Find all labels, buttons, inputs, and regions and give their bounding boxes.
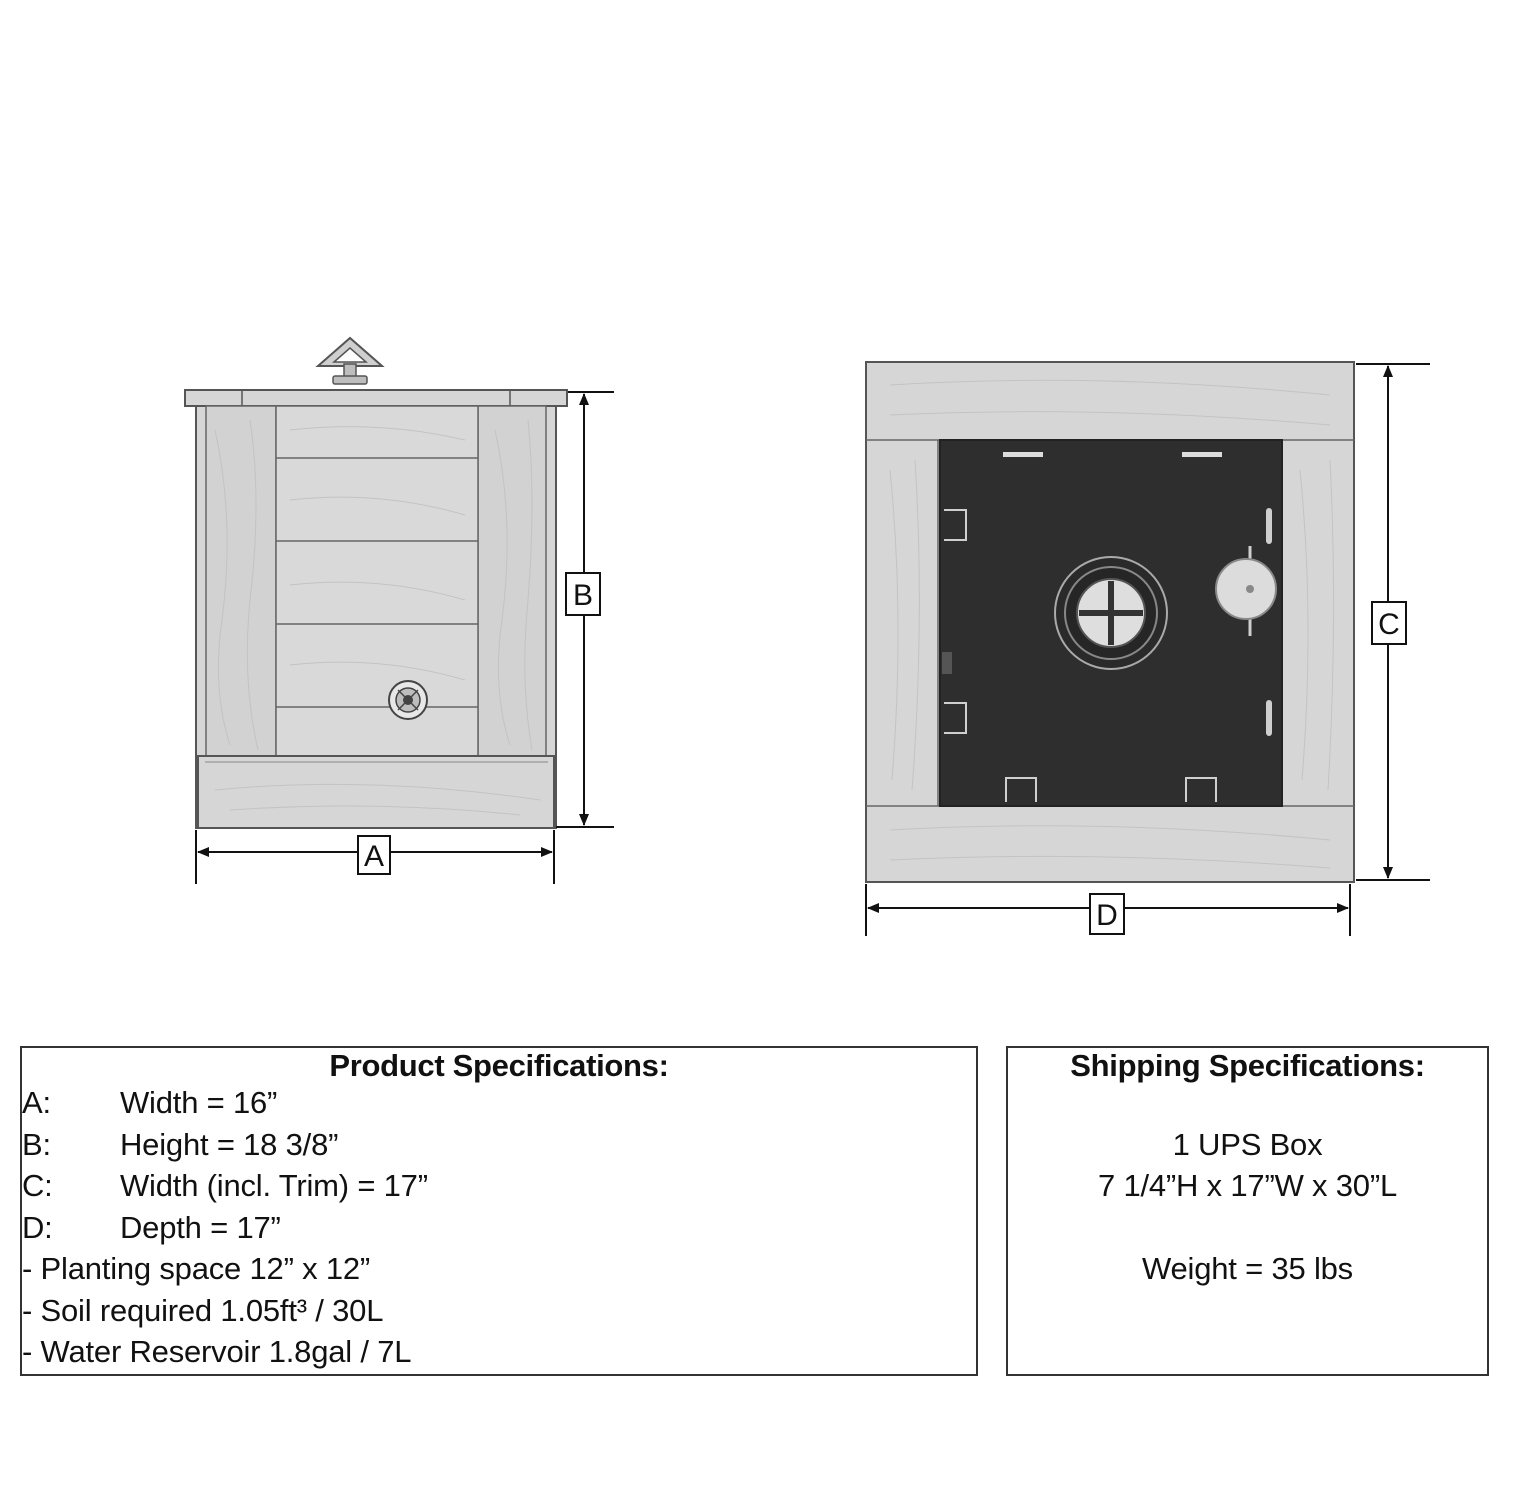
spec-row-b	[22, 1124, 976, 1166]
dimension-a-label: A	[363, 840, 385, 873]
spec-value: Depth = 17”	[120, 1209, 281, 1245]
spacer	[1008, 1082, 1487, 1124]
shipping-weight: Weight = 35 lbs	[1142, 1251, 1353, 1286]
spec-note-planting-space: - Planting space 12” x 12”	[22, 1251, 371, 1286]
product-specifications-title: Product Specifications:	[329, 1048, 669, 1083]
dimension-b	[556, 392, 614, 827]
spec-note-water-reservoir: - Water Reservoir 1.8gal / 7L	[22, 1334, 412, 1369]
wicking-basket-icon	[1055, 557, 1167, 669]
spec-value: Width (incl. Trim) = 17”	[120, 1168, 428, 1203]
spec-value: Height = 18 3/8”	[120, 1126, 339, 1162]
top-view	[866, 362, 1354, 882]
dimension-a	[196, 830, 554, 884]
front-base-board	[198, 756, 554, 828]
shipping-box-count: 1 UPS Box	[1172, 1126, 1323, 1162]
shipping-box-dimensions: 7 1/4”H x 17”W x 30”L	[1097, 1168, 1398, 1203]
spec-key: D:	[22, 1209, 53, 1245]
dimension-d-label: D	[1096, 899, 1118, 932]
spec-row-d	[22, 1207, 976, 1249]
spacer	[1008, 1207, 1487, 1249]
product-specifications-box	[20, 1046, 978, 1376]
spec-row-c	[22, 1165, 976, 1207]
lid-handle-icon	[318, 338, 382, 384]
spec-note-soil-required: - Soil required 1.05ft³ / 30L	[22, 1292, 384, 1328]
spec-key: B:	[22, 1126, 51, 1162]
dimension-b-label: B	[572, 579, 594, 612]
shipping-specifications-box	[1006, 1046, 1489, 1376]
dimension-c-label: C	[1378, 608, 1400, 641]
spec-key: A:	[22, 1085, 51, 1120]
spec-value: Width = 16”	[120, 1085, 278, 1120]
dimension-c	[1356, 364, 1430, 880]
shipping-specifications-title: Shipping Specifications:	[1070, 1048, 1425, 1083]
dimension-d	[866, 884, 1350, 936]
front-left-post	[206, 406, 276, 756]
front-right-post	[478, 406, 546, 756]
front-view	[185, 338, 567, 828]
spec-key: C:	[22, 1168, 53, 1203]
drain-fitting-icon	[389, 681, 427, 719]
spec-row-a	[22, 1082, 976, 1124]
